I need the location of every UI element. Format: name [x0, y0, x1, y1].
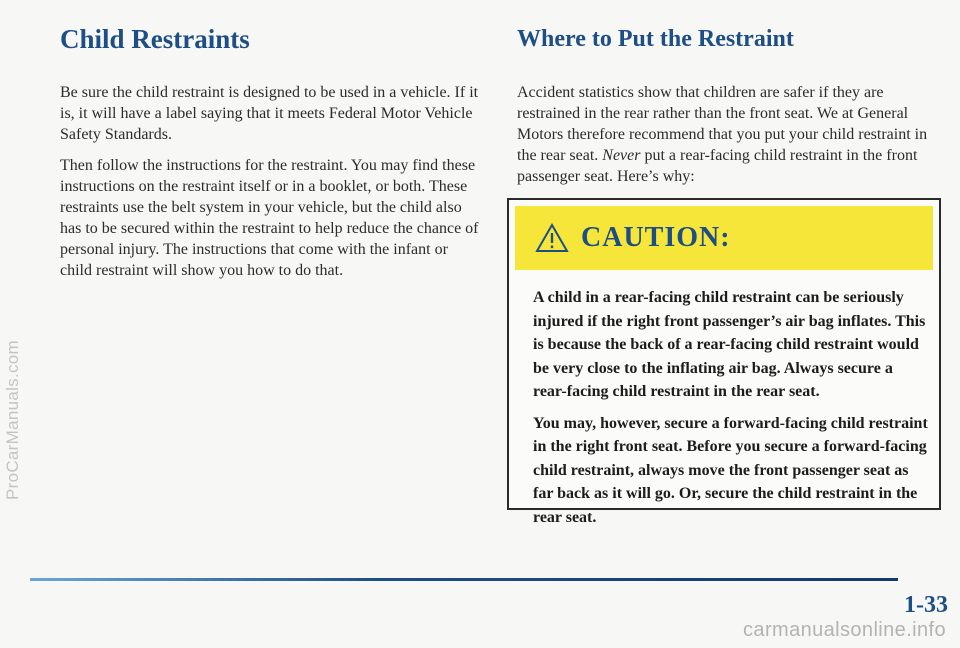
right-column	[517, 24, 947, 187]
caution-box	[507, 198, 941, 526]
caution-paragraph-1: A child in a rear-facing child restraint can be seriously injured if the right front passenger’s air bag inflates. This is because the back of a rear-facing child restraint would be very close to the inflating air bag. Always secure a rear-facing child restraint in the rear seat.	[533, 289, 926, 400]
side-watermark-text: ProCarManuals.com	[3, 339, 23, 501]
left-body	[60, 82, 480, 281]
left-paragraph-1: Be sure the child restraint is designed to be used in a vehicle. If it is, it will have a label saying that it meets Federal Motor Vehicle Safety Standards.	[60, 84, 479, 143]
right-paragraph-emphasis: Never	[602, 147, 641, 164]
right-body	[517, 82, 947, 187]
right-paragraph-end: put a rear-facing child restraint in the front passenger seat. Here’s why:	[517, 147, 918, 185]
page-number: 1-33	[904, 592, 948, 618]
child-restraints-heading: Child Restraints	[60, 24, 250, 54]
side-watermark	[2, 230, 24, 610]
caution-body	[533, 286, 929, 529]
right-paragraph	[517, 82, 947, 187]
caution-header	[515, 206, 933, 270]
bottom-watermark: carmanualsonline.info	[743, 619, 946, 641]
right-paragraph-start: Accident statistics show that children are safer if they are restrained in the rear rather than the front seat. We at General Motors therefore recommend that you put your child restraint in the rear seat.	[517, 84, 928, 164]
left-paragraph-2: Then follow the instructions for the restraint. You may find these instructions on the restraint itself or in a booklet, or both. These restraints use the belt system in your vehicle, but the child also has to be secured within the restraint to help reduce the chance of personal injury. The instructions that come with the infant or child restraint will show you how to do that.	[60, 157, 479, 279]
where-to-put-heading: Where to Put the Restraint	[517, 26, 794, 52]
left-column	[60, 24, 480, 281]
caution-title: CAUTION:	[581, 222, 731, 253]
caution-paragraph-2: You may, however, secure a forward-facing child restraint in the right front seat. Before you secure a forward-facing child restraint, always move the front passenger seat as far back as it will go. Or, secure the child restraint in the rear seat.	[533, 414, 928, 526]
warning-triangle-icon	[535, 223, 569, 253]
footer-rule	[30, 578, 898, 581]
